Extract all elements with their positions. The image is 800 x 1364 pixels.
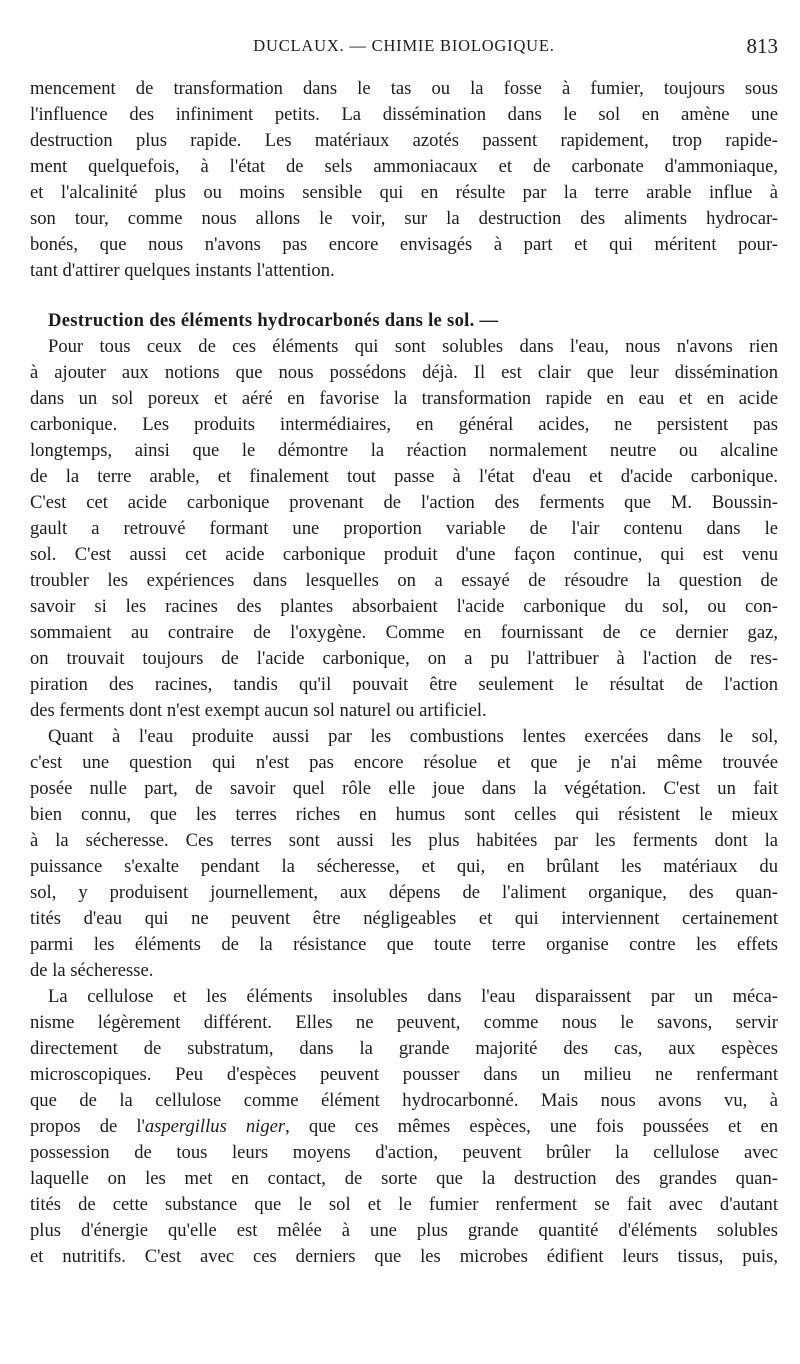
text-line: à la sécheresse. Ces terres sont aussi les plus habitées par les ferments dont la	[30, 830, 778, 851]
running-head: DUCLAUX. — CHIMIE BIOLOGIQUE.	[253, 36, 555, 55]
text-line: longtemps, ainsi que le démontre la réaction normalement neutre ou alcaline	[30, 440, 778, 461]
text-line: directement de substratum, dans la grande majorité des cas, aux espèces	[30, 1038, 778, 1059]
text-line: puissance s'exalte pendant la sécheresse, et qui, en brûlant les matériaux du	[30, 856, 778, 877]
section-heading: Destruction des éléments hydrocarbonés dans le sol. —	[48, 310, 499, 331]
text-line: ment quelquefois, à l'état de sels ammoniacaux et de carbonate d'ammoniaque,	[30, 156, 778, 177]
paragraph-2	[30, 334, 778, 724]
text-line: sol, y produisent journellement, aux dépens de l'aliment organique, des quan-	[30, 882, 778, 903]
text-line: plus d'énergie qu'elle est mêlée à une plus grande quantité d'éléments solubles	[30, 1220, 778, 1241]
text-line: mencement de transformation dans le tas ou la fosse à fumier, toujours sous	[30, 78, 778, 99]
text-line-with-italic	[30, 1114, 778, 1140]
text-line: carbonique. Les produits intermédiaires, en général acides, ne persistent pas	[30, 414, 778, 435]
text-line: tités d'eau qui ne peuvent être négligeables et qui interviennent certainement	[30, 908, 778, 929]
text-line: C'est cet acide carbonique provenant de l'action des ferments que M. Boussin-	[30, 492, 778, 513]
text-line: tités de cette substance que le sol et le fumier renferment se fait avec d'autant	[30, 1194, 778, 1215]
text-line: Quant à l'eau produite aussi par les combustions lentes exercées dans le sol,	[48, 726, 778, 747]
text-line: microscopiques. Peu d'espèces peuvent pousser dans un milieu ne renfermant	[30, 1064, 778, 1085]
text-line: savoir si les racines des plantes absorbaient l'acide carbonique du sol, ou con-	[30, 596, 778, 617]
text-line: bien connu, que les terres riches en humus sont celles qui résistent le mieux	[30, 804, 778, 825]
italic-species-name: aspergillus niger	[144, 1116, 286, 1137]
text-line: piration des racines, tandis qu'il pouvait être seulement le résultat de l'action	[30, 674, 778, 695]
text-line: de la sécheresse.	[30, 960, 154, 981]
text-line: on trouvait toujours de l'acide carbonique, on a pu l'attribuer à l'action de res-	[30, 648, 778, 669]
text-line: tant d'attirer quelques instants l'attention.	[30, 260, 335, 281]
text-line: gault a retrouvé formant une proportion variable de l'air contenu dans le	[30, 518, 778, 539]
body-text	[30, 76, 778, 1270]
text-line: nisme légèrement différent. Elles ne peuvent, comme nous le savons, servir	[30, 1012, 778, 1033]
text-line: sol. C'est aussi cet acide carbonique produit d'une façon continue, qui est venu	[30, 544, 778, 565]
text-line: bonés, que nous n'avons pas encore envisagés à part et qui méritent pour-	[30, 234, 778, 255]
text-line: et l'alcalinité plus ou moins sensible qui en résulte par la terre arable influe à	[30, 182, 778, 203]
text-line: destruction plus rapide. Les matériaux azotés passent rapidement, trop rapide-	[30, 130, 778, 151]
paragraph-1	[30, 76, 778, 284]
text-line: que de la cellulose comme élément hydrocarbonné. Mais nous avons vu, à	[30, 1090, 778, 1111]
section-gap	[30, 284, 778, 308]
page-header	[30, 34, 778, 64]
text-line: à ajouter aux notions que nous possédons déjà. Il est clair que leur dissémination	[30, 362, 778, 383]
text-line: dans un sol poreux et aéré en favorise la transformation rapide en eau et en acide	[30, 388, 778, 409]
text-line: La cellulose et les éléments insolubles dans l'eau disparaissent par un méca-	[48, 986, 778, 1007]
text-line: de la terre arable, et finalement tout passe à l'état d'eau et d'acide carbonique.	[30, 466, 778, 487]
text-line: c'est une question qui n'est pas encore résolue et que je n'ai même trouvée	[30, 752, 778, 773]
paragraph-3	[30, 724, 778, 984]
text-segment: , que ces mêmes espèces, une fois poussées et en	[285, 1116, 778, 1137]
text-line: parmi les éléments de la résistance que toute terre organise contre les effets	[30, 934, 778, 955]
text-line: troubler les expériences dans lesquelles on a essayé de résoudre la question de	[30, 570, 778, 591]
text-segment: propos de l'	[30, 1116, 145, 1137]
text-line: posée nulle part, de savoir quel rôle elle joue dans la végétation. C'est un fait	[30, 778, 778, 799]
text-line: possession de tous leurs moyens d'action, peuvent brûler la cellulose avec	[30, 1142, 778, 1163]
paragraph-4	[30, 984, 778, 1270]
text-line: laquelle on les met en contact, de sorte que la destruction des grandes quan-	[30, 1168, 778, 1189]
text-line: l'influence des infiniment petits. La dissémination dans le sol en amène une	[30, 104, 778, 125]
text-line: et nutritifs. C'est avec ces derniers que les microbes édifient leurs tissus, puis,	[30, 1246, 778, 1267]
text-line: son tour, comme nous allons le voir, sur la destruction des aliments hydrocar-	[30, 208, 778, 229]
text-line: sommaient au contraire de l'oxygène. Comme en fournissant de ce dernier gaz,	[30, 622, 778, 643]
page-number: 813	[746, 34, 778, 58]
text-line: Pour tous ceux de ces éléments qui sont solubles dans l'eau, nous n'avons rien	[48, 336, 778, 357]
text-line: des ferments dont n'est exempt aucun sol naturel ou artificiel.	[30, 700, 487, 721]
